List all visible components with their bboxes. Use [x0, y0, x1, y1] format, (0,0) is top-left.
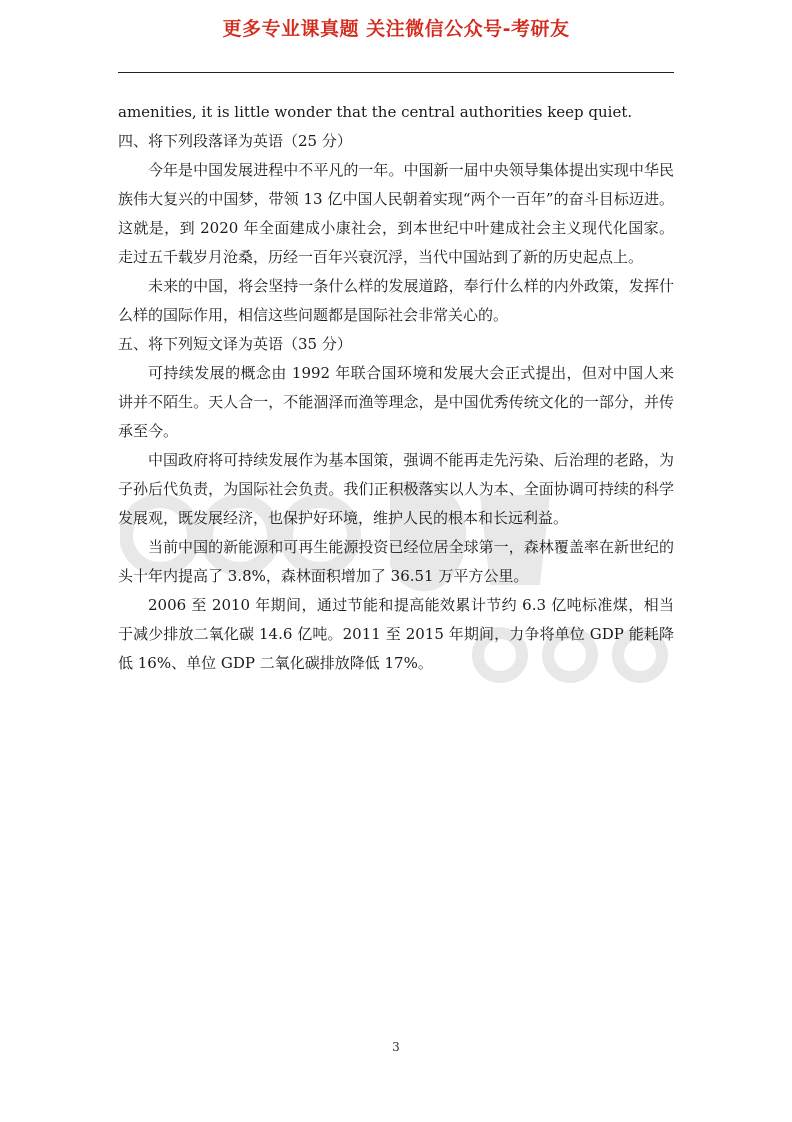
header-divider: [118, 72, 674, 73]
section-5-paragraph: 当前中国的新能源和可再生能源投资已经位居全球第一，森林覆盖率在新世纪的头十年内提高了 3.8%，森林面积增加了 36.51 万平方公里。: [118, 538, 674, 585]
page-number: 3: [392, 1040, 400, 1054]
continuation-line: amenities, it is little wonder that the central authorities keep quiet.: [118, 103, 633, 121]
section-4-paragraph: 未来的中国，将会坚持一条什么样的发展道路，奉行什么样的内外政策，发挥什么样的国际作用，相信这些问题都是国际社会非常关心的。: [118, 277, 674, 324]
section-5-paragraph: 中国政府将可持续发展作为基本国策，强调不能再走先污染、后治理的老路，为子孙后代负责，为国际社会负责。我们正积极落实以人为本、全面协调可持续的科学发展观，既发展经济，也保护好环境，维护人民的根本和长远利益。: [118, 451, 674, 527]
section-5-heading: 五、将下列短文译为英语（35 分）: [118, 335, 352, 353]
document-body: [118, 98, 674, 678]
section-5-paragraph: 2006 至 2010 年期间，通过节能和提高能效累计节约 6.3 亿吨标准煤，相当于减少排放二氧化碳 14.6 亿吨。2011 至 2015 年期间，力争将单位 GDP 能耗降低 16%、单位 GDP 二氧化碳排放降低 17%。: [118, 596, 674, 672]
section-4-heading: 四、将下列段落译为英语（25 分）: [118, 132, 352, 150]
section-4-paragraph: 今年是中国发展进程中不平凡的一年。中国新一届中央领导集体提出实现中华民族伟大复兴的中国梦，带领 13 亿中国人民朝着实现“两个一百年”的奋斗目标迈进。这就是，到 2020 年全面建成小康社会，到本世纪中叶建成社会主义现代化国家。走过五千载岁月沧桑，历经一百年兴衰沉浮，当代中国站到了新的历史起点上。: [118, 161, 674, 266]
section-5-paragraph: 可持续发展的概念由 1992 年联合国环境和发展大会正式提出，但对中国人来讲并不陌生。天人合一，不能涸泽而渔等理念，是中国优秀传统文化的一部分，并传承至今。: [118, 364, 674, 440]
header-banner: 更多专业课真题 关注微信公众号-考研友: [222, 18, 570, 40]
